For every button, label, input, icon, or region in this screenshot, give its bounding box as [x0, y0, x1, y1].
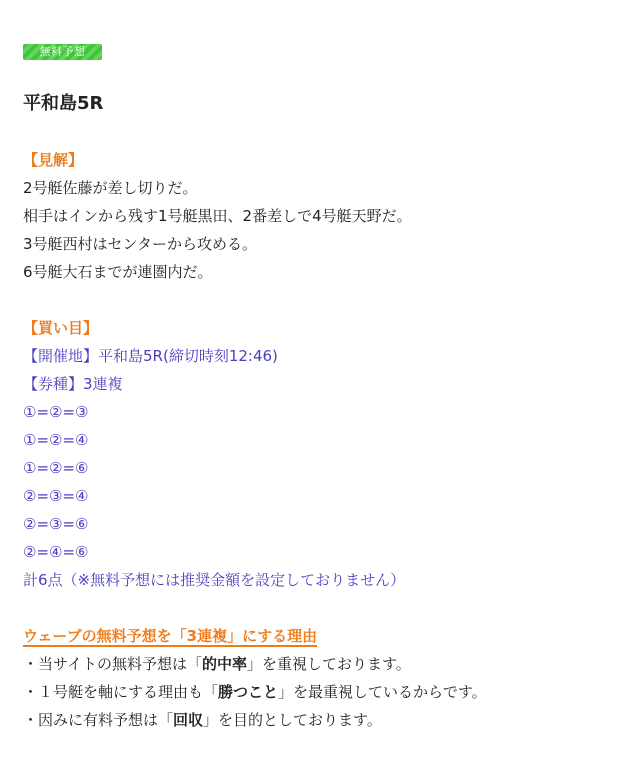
venue-line: 【開催地】平和島5R(締切時刻12:46)	[23, 347, 278, 365]
kenkai-heading: 【見解】	[23, 151, 84, 169]
kenkai-line: 2号艇佐藤が差し切りだ。	[23, 179, 198, 197]
kenkai-line: 6号艇大石までが連圏内だ。	[23, 263, 213, 281]
reason-item-post: 」を重視しております。	[246, 655, 411, 673]
combo-line: ②=③=④	[23, 487, 89, 505]
free-prediction-badge: 無料予想	[23, 44, 102, 60]
ticket-type-line: 【券種】3連複	[23, 375, 123, 393]
reason-item-pre: ・１号艇を軸にする理由も「	[23, 683, 219, 701]
page-title: 平和島5R	[23, 93, 104, 114]
combo-line: ②=③=⑥	[23, 515, 89, 533]
combo-line: ①=②=⑥	[23, 459, 89, 477]
combo-line: ①=②=④	[23, 431, 89, 449]
reason-item-post: 」を最重視しているからです。	[278, 683, 487, 701]
kenkai-line: 3号艇西村はセンターから攻める。	[23, 235, 257, 253]
reason-item-pre: ・因みに有料予想は「	[23, 711, 174, 729]
reason-heading: ウェーブの無料予想を「3連複」にする理由	[23, 627, 318, 645]
reason-item-pre: ・当サイトの無料予想は「	[23, 655, 202, 673]
reason-item-bold: 回収	[173, 711, 204, 729]
kenkai-line: 相手はインから残す1号艇黒田、2番差しで4号艇天野だ。	[23, 207, 412, 225]
reason-item	[23, 682, 487, 702]
combo-line: ①=②=③	[23, 403, 89, 421]
reason-item	[23, 710, 382, 730]
kaime-heading: 【買い目】	[23, 319, 99, 337]
total-line: 計6点（※無料予想には推奨金額を設定しておりません）	[23, 571, 406, 589]
reason-item	[23, 654, 411, 674]
reason-item-post: 」を目的としております。	[203, 711, 382, 729]
reason-item-bold: 勝つこと	[218, 683, 279, 701]
reason-heading-wrap	[23, 626, 317, 646]
combo-line: ②=④=⑥	[23, 543, 89, 561]
reason-item-bold: 的中率	[201, 655, 247, 673]
